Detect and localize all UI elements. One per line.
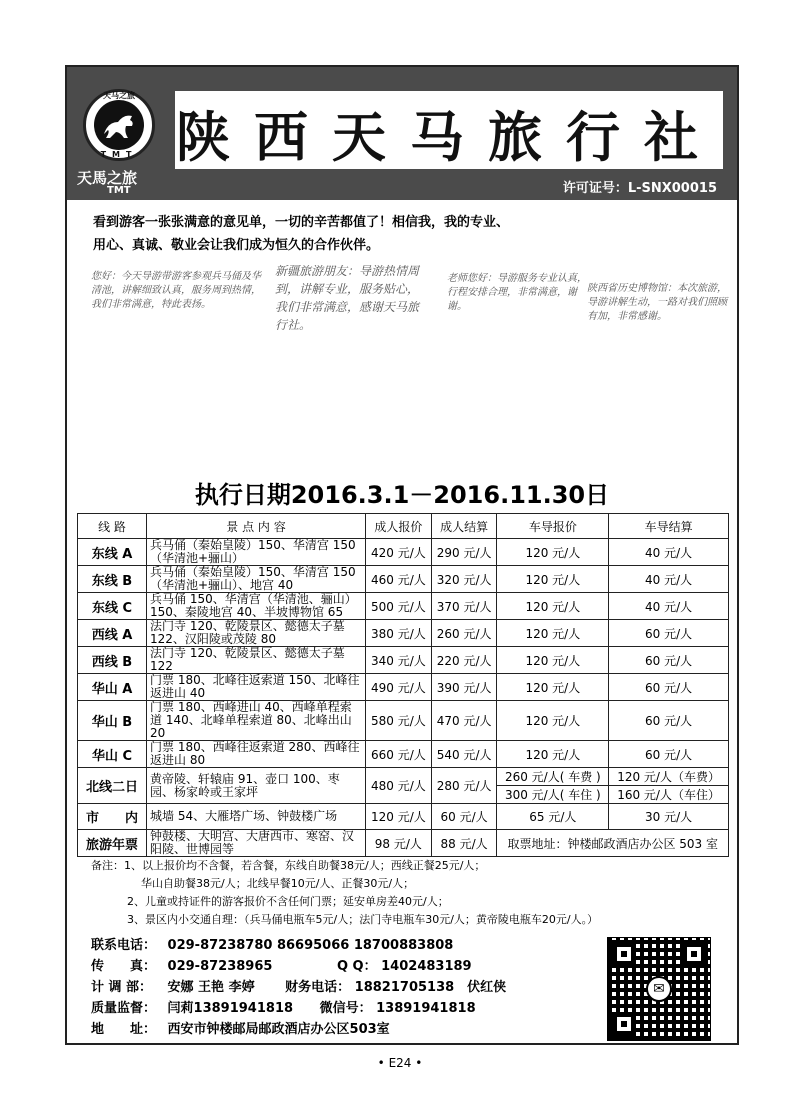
qr-finder	[682, 942, 706, 966]
table-row	[78, 674, 729, 701]
feedback-note: 老师您好：导游服务专业认真，行程安排合理，非常满意，谢谢。	[447, 273, 587, 312]
finance-label: 财务电话：	[285, 980, 351, 995]
ticket-pickup-address: 取票地址：钟楼邮政酒店办公区 503 室	[497, 830, 729, 857]
table-row	[78, 741, 729, 768]
adult-settle: 60 元/人	[431, 804, 497, 830]
route-name: 华山 B	[78, 701, 147, 741]
contact-quality-row	[91, 998, 506, 1019]
route-name: 东线 C	[78, 593, 147, 620]
adult-settle: 280 元/人	[431, 768, 497, 804]
adult-price: 380 元/人	[366, 620, 432, 647]
logo-subtitle: 天馬之旅	[77, 169, 138, 187]
fax-label: 传 真：	[91, 959, 157, 974]
phone-value: 029-87238780 86695066 18700883808	[167, 938, 454, 953]
table-row	[78, 701, 729, 741]
adult-price: 480 元/人	[366, 768, 432, 804]
logo-ring-text: 天马之旅	[103, 91, 135, 100]
adult-price: 460 元/人	[366, 566, 432, 593]
slogan-line-2: 用心、真诚、敬业会让我们成为恒久的合作伙伴。	[93, 238, 380, 253]
route-name: 旅游年票	[78, 830, 147, 857]
license-number: 许可证号：L-SNX00015	[562, 181, 717, 196]
adult-price: 98 元/人	[366, 830, 432, 857]
guide-settle: 60 元/人	[609, 647, 729, 674]
guide-settle: 60 元/人	[609, 701, 729, 741]
table-row	[78, 620, 729, 647]
feedback-note: 新疆旅游朋友：导游热情周到，讲解专业，服务贴心，我们非常满意，感谢天马旅行社。	[275, 264, 420, 332]
route-name: 西线 B	[78, 647, 147, 674]
route-name: 东线 A	[78, 539, 147, 566]
finance-value: 18821705138 伏红侠	[354, 980, 507, 995]
address-value: 西安市钟楼邮局邮政酒店办公区503室	[167, 1022, 390, 1037]
route-spots: 门票 180、西峰往返索道 280、西峰往返进山 80	[147, 741, 366, 768]
wechat-icon: ✉	[646, 976, 672, 1002]
col-adult-price: 成人报价	[366, 514, 432, 539]
price-table	[77, 513, 729, 857]
table-row-north-a	[78, 768, 729, 786]
guide-price: 120 元/人	[497, 701, 609, 741]
horse-logo-icon	[83, 89, 155, 161]
qr-code-icon	[607, 937, 711, 1041]
guide-settle: 40 元/人	[609, 539, 729, 566]
guide-settle: 60 元/人	[609, 620, 729, 647]
adult-settle: 370 元/人	[431, 593, 497, 620]
feedback-notes	[87, 262, 727, 462]
route-spots: 城墙 54、大雁塔广场、钟鼓楼广场	[147, 804, 366, 830]
col-route: 线 路	[78, 514, 147, 539]
qq-label: Q Q：	[336, 959, 377, 974]
adult-price: 660 元/人	[366, 741, 432, 768]
adult-price: 420 元/人	[366, 539, 432, 566]
guide-price: 120 元/人	[497, 647, 609, 674]
adult-settle: 540 元/人	[431, 741, 497, 768]
address-label: 地 址：	[91, 1022, 157, 1037]
title-box	[175, 91, 723, 169]
adult-settle: 220 元/人	[431, 647, 497, 674]
wechat-label: 微信号：	[319, 1001, 372, 1016]
qr-finder	[612, 942, 636, 966]
route-name: 市 内	[78, 804, 147, 830]
adult-price: 500 元/人	[366, 593, 432, 620]
table-row-annual	[78, 830, 729, 857]
table-row	[78, 593, 729, 620]
remark-line: 3、景区内小交通自理：（兵马俑电瓶车5元/人；法门寺电瓶车30元/人；黄帝陵电瓶车20元/人。）	[127, 913, 599, 926]
route-name: 华山 C	[78, 741, 147, 768]
contact-address-row	[91, 1019, 506, 1040]
adult-price: 120 元/人	[366, 804, 432, 830]
remark-line: 华山自助餐38元/人；北线早餐10元/人、正餐30元/人；	[141, 877, 415, 890]
col-guide-settle: 车导结算	[609, 514, 729, 539]
contact-fax-row	[91, 956, 506, 977]
feedback-note: 您好：今天导游带游客参观兵马俑及华清池，讲解细致认真，服务周到热情，我们非常满意，特此表扬。	[91, 271, 261, 310]
adult-settle: 290 元/人	[431, 539, 497, 566]
dispatch-value: 安娜 王艳 李婷	[167, 980, 255, 995]
guide-settle: 60 元/人	[609, 741, 729, 768]
feedback-note: 陕西省历史博物馆：本次旅游，导游讲解生动，一路对我们照顾有加，非常感谢。	[587, 283, 727, 322]
page-number: • E24 •	[377, 1056, 423, 1070]
adult-settle: 390 元/人	[431, 674, 497, 701]
remark-line: 备注：1、以上报价均不含餐，若含餐，东线自助餐38元/人；西线正餐25元/人；	[91, 859, 486, 872]
header-banner	[67, 67, 737, 200]
guide-price: 65 元/人	[497, 804, 609, 830]
guide-price: 120 元/人	[497, 566, 609, 593]
col-guide-price: 车导报价	[497, 514, 609, 539]
quality-label: 质量监督：	[91, 1001, 157, 1016]
adult-price: 340 元/人	[366, 647, 432, 674]
col-adult-settle: 成人结算	[431, 514, 497, 539]
guide-price: 120 元/人	[497, 741, 609, 768]
page-frame	[65, 65, 739, 1045]
adult-settle: 88 元/人	[431, 830, 497, 857]
adult-price: 580 元/人	[366, 701, 432, 741]
phone-label: 联系电话：	[91, 938, 157, 953]
guide-price: 120 元/人	[497, 539, 609, 566]
adult-settle: 260 元/人	[431, 620, 497, 647]
route-spots: 门票 180、北峰往返索道 150、北峰往返进山 40	[147, 674, 366, 701]
route-name: 华山 A	[78, 674, 147, 701]
guide-price: 120 元/人	[497, 593, 609, 620]
route-name: 东线 B	[78, 566, 147, 593]
guide-settle-car: 120 元/人（车费）	[609, 768, 729, 786]
guide-price-car-stay: 300 元/人( 车住 )	[497, 786, 609, 804]
guide-price: 120 元/人	[497, 620, 609, 647]
contact-dispatch-row	[91, 977, 506, 998]
adult-settle: 470 元/人	[431, 701, 497, 741]
adult-settle: 320 元/人	[431, 566, 497, 593]
wechat-value: 13891941818	[376, 1001, 476, 1016]
horse-silhouette-icon	[94, 100, 144, 150]
route-name: 北线二日	[78, 768, 147, 804]
agency-title: 陕西天马旅行社	[176, 105, 722, 169]
route-spots: 门票 180、西峰进山 40、西峰单程索道 140、北峰单程索道 80、北峰出山 20	[147, 701, 366, 741]
route-spots: 法门寺 120、乾陵景区、懿德太子墓 122	[147, 647, 366, 674]
table-row	[78, 566, 729, 593]
route-spots: 兵马俑（秦始皇陵）150、华清宫 150（华清池+骊山）、地宫 40	[147, 566, 366, 593]
route-spots: 兵马俑（秦始皇陵）150、华清宫 150（华清池+骊山）	[147, 539, 366, 566]
table-header-row	[78, 514, 729, 539]
guide-settle-car-stay: 160 元/人（车住）	[609, 786, 729, 804]
guide-settle: 40 元/人	[609, 566, 729, 593]
route-spots: 钟鼓楼、大明宫、大唐西市、寒窑、汉阳陵、世博园等	[147, 830, 366, 857]
guide-price: 120 元/人	[497, 674, 609, 701]
guide-settle: 30 元/人	[609, 804, 729, 830]
quality-value: 闫莉13891941818	[167, 1001, 294, 1016]
qr-finder	[612, 1012, 636, 1036]
route-spots: 兵马俑 150、华清宫（华清池、骊山）150、秦陵地宫 40、半坡博物馆 65	[147, 593, 366, 620]
table-row	[78, 539, 729, 566]
remark-line: 2、儿童或持证件的游客报价不含任何门票；延安单房差40元/人；	[127, 895, 449, 908]
guide-settle: 40 元/人	[609, 593, 729, 620]
logo-letters: TMT	[100, 150, 138, 159]
table-row	[78, 647, 729, 674]
table-row-city	[78, 804, 729, 830]
dispatch-label: 计 调 部：	[91, 980, 153, 995]
route-spots: 法门寺 120、乾陵景区、懿德太子墓 122、汉阳陵或茂陵 80	[147, 620, 366, 647]
slogan	[93, 211, 693, 257]
remarks	[91, 857, 598, 929]
qq-value: 1402483189	[381, 959, 472, 974]
route-name: 西线 A	[78, 620, 147, 647]
guide-price-car: 260 元/人( 车费 )	[497, 768, 609, 786]
contact-info	[91, 935, 506, 1040]
contact-phone-row	[91, 935, 506, 956]
logo-tmt: TMT	[107, 185, 131, 196]
guide-settle: 60 元/人	[609, 674, 729, 701]
execution-date: 执行日期2016.3.1－2016.11.30日	[194, 481, 610, 509]
adult-price: 490 元/人	[366, 674, 432, 701]
route-spots: 黄帝陵、轩辕庙 91、壶口 100、枣园、杨家岭或王家坪	[147, 768, 366, 804]
slogan-line-1: 看到游客一张张满意的意见单，一切的辛苦都值了！相信我，我的专业、	[93, 215, 510, 230]
col-spots: 景 点 内 容	[147, 514, 366, 539]
fax-value: 029-87238965	[167, 959, 273, 974]
